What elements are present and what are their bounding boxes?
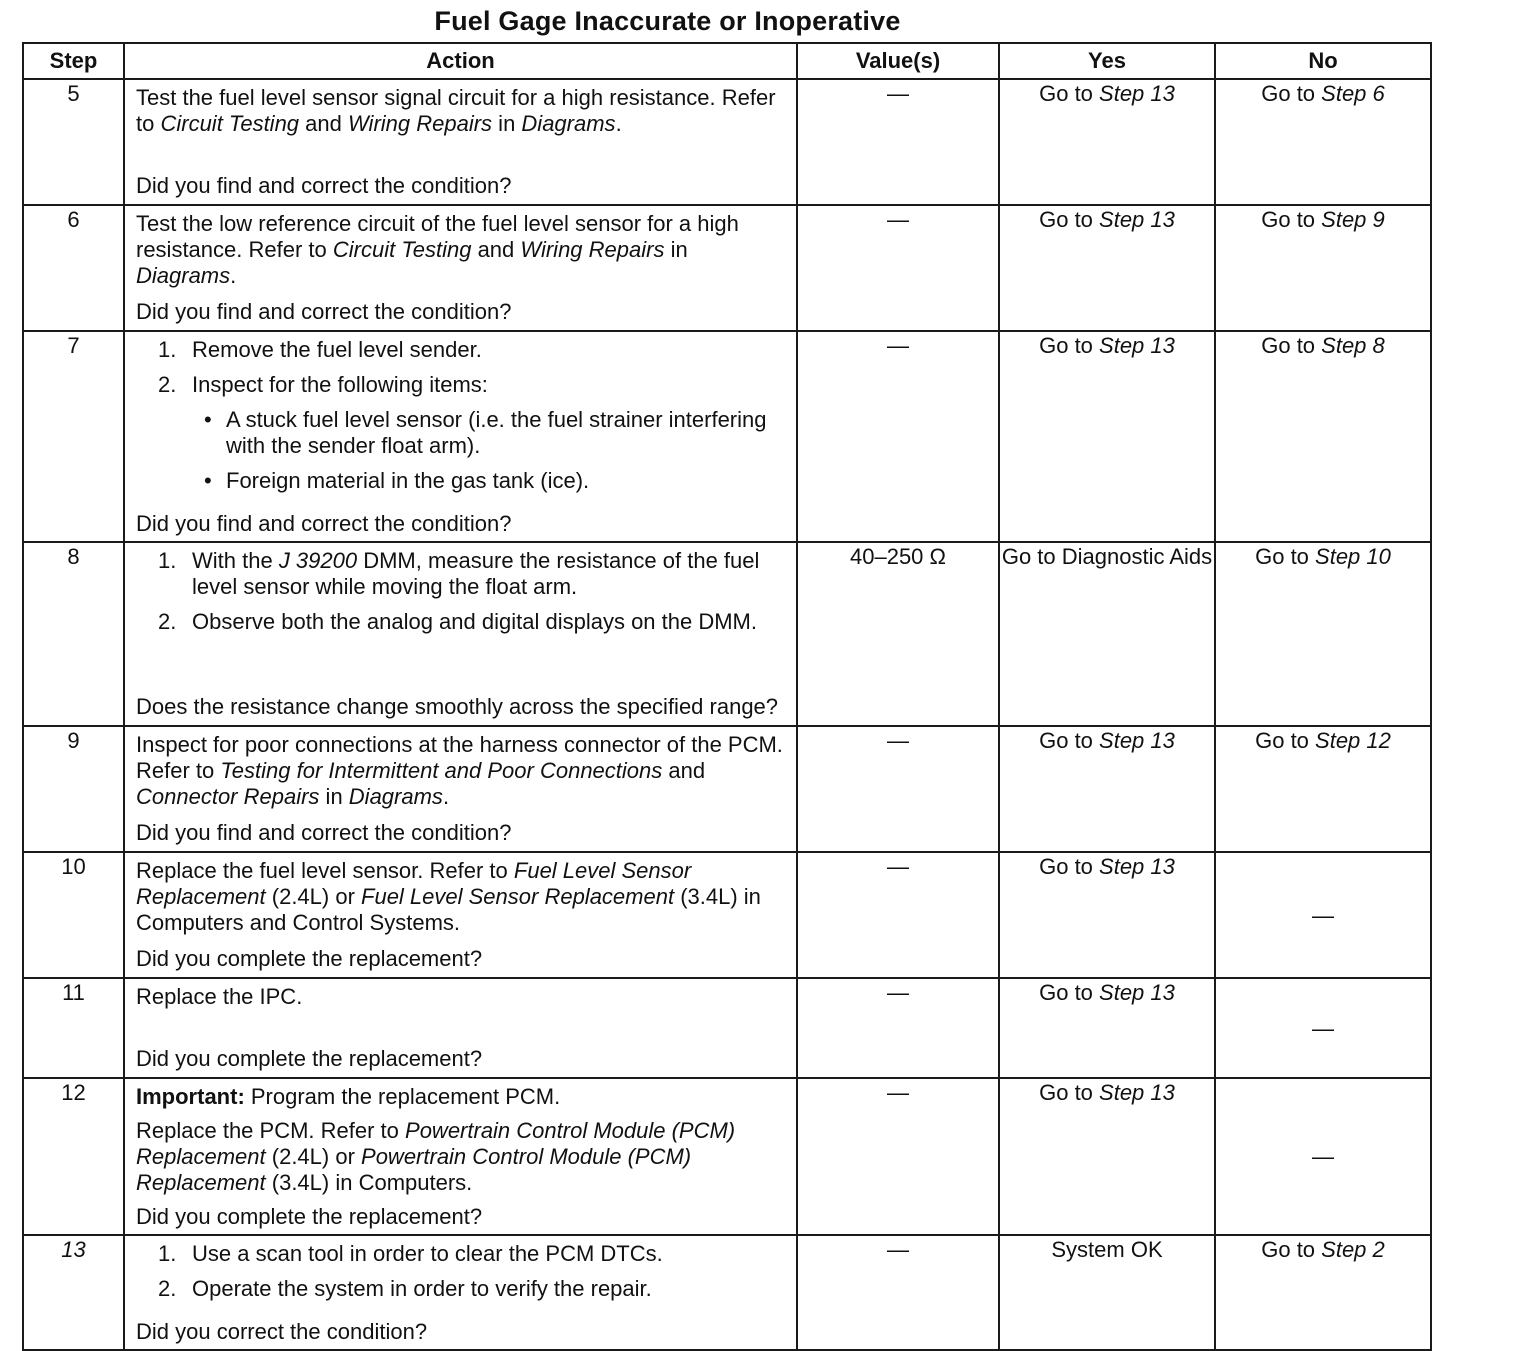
- bullet-icon: •: [204, 468, 212, 493]
- value-cell: —: [797, 205, 999, 331]
- action-cell: [124, 978, 797, 1078]
- text-run: Operate the system in order to verify the repair.: [192, 1276, 652, 1301]
- value-cell: —: [797, 852, 999, 978]
- table-row: [23, 726, 1431, 852]
- numbered-list: [136, 548, 788, 635]
- text-run: .: [230, 263, 237, 288]
- text-run: Observe both the analog and digital displays on the DMM.: [192, 609, 757, 634]
- italic-text: Wiring Repairs: [347, 111, 493, 136]
- table-row: [23, 79, 1431, 205]
- action-text: [136, 1118, 788, 1196]
- action-text: [136, 858, 788, 936]
- action-content: [136, 337, 788, 537]
- action-text: [136, 85, 788, 137]
- list-number: 1.: [158, 548, 177, 573]
- list-item: [136, 609, 788, 635]
- text-run: DMM, measure the resistance of the fuel level sensor while moving the float arm.: [192, 548, 760, 599]
- action-body: [136, 858, 788, 936]
- text-run: Program the replacement PCM.: [244, 1084, 561, 1109]
- italic-text: Step 9: [1321, 207, 1385, 232]
- text-run: Test the low reference circuit of the fuel level sensor for a high resistance. Refer to: [136, 211, 739, 262]
- action-body: [136, 1084, 788, 1196]
- text-run: Go to: [1039, 728, 1100, 753]
- numbered-list: [136, 1241, 788, 1302]
- text-run: Inspect for poor connections at the harness connector of the PCM. Refer to: [136, 732, 783, 783]
- important-note: [136, 1084, 788, 1110]
- text-run: (2.4L) or: [265, 884, 362, 909]
- text-run: Replace the IPC.: [136, 984, 303, 1009]
- text-run: —: [1312, 1015, 1334, 1041]
- list-item: [136, 1241, 788, 1267]
- text-run: Go to: [1039, 854, 1100, 879]
- text-run: —: [1312, 902, 1334, 928]
- list-text: [192, 548, 759, 599]
- no-cell: [1215, 542, 1431, 726]
- no-cell: [1215, 1078, 1431, 1235]
- yes-cell: [999, 1078, 1215, 1235]
- action-body: [136, 732, 788, 810]
- italic-text: Circuit Testing: [160, 111, 300, 136]
- no-cell: [1215, 331, 1431, 542]
- step-number: 6: [23, 205, 124, 331]
- bullet-list: [192, 407, 788, 494]
- table-row: [23, 1235, 1431, 1350]
- no-cell: [1215, 205, 1431, 331]
- bold-text: Important:: [136, 1084, 245, 1109]
- text-run: Inspect for the following items:: [192, 372, 488, 397]
- yes-cell: [999, 852, 1215, 978]
- action-question: Does the resistance change smoothly across the specified range?: [136, 694, 779, 719]
- text-run: With the: [192, 548, 279, 573]
- yes-cell: [999, 79, 1215, 205]
- no-cell: [1215, 726, 1431, 852]
- header-step: Step: [23, 43, 124, 79]
- yes-cell: [999, 331, 1215, 542]
- italic-text: Testing for Intermittent and Poor Connections: [220, 758, 663, 783]
- header-yes: Yes: [999, 43, 1215, 79]
- italic-text: Powertrain Control Module (PCM) Replacement: [136, 1144, 692, 1195]
- header-value: Value(s): [797, 43, 999, 79]
- text-run: Test the fuel level sensor signal circuit for a high resistance. Refer to: [136, 85, 776, 136]
- value-cell: —: [797, 726, 999, 852]
- text-run: (3.4L) in Computers.: [265, 1170, 473, 1195]
- italic-text: Step 13: [1099, 333, 1175, 358]
- no-cell: [1215, 978, 1431, 1078]
- italic-text: Step 6: [1321, 81, 1385, 106]
- value-cell: —: [797, 1235, 999, 1350]
- text-run: Go to: [1039, 81, 1100, 106]
- header-action: Action: [124, 43, 797, 79]
- list-text: [192, 609, 757, 634]
- numbered-list: [136, 337, 788, 494]
- action-content: [136, 548, 788, 720]
- action-body: [136, 984, 788, 1010]
- text-run: (2.4L) or: [265, 1144, 362, 1169]
- text-run: Go to: [1255, 728, 1316, 753]
- text-run: Use a scan tool in order to clear the PCM DTCs.: [192, 1241, 663, 1266]
- list-text: [192, 1241, 663, 1266]
- action-question: Did you find and correct the condition?: [136, 820, 512, 845]
- text-run: .: [615, 111, 622, 136]
- action-cell: [124, 205, 797, 331]
- italic-text: Step 13: [1099, 854, 1175, 879]
- step-number: 7: [23, 331, 124, 542]
- action-question: Did you find and correct the condition?: [136, 511, 512, 536]
- no-cell: [1215, 1235, 1431, 1350]
- value-cell: —: [797, 331, 999, 542]
- action-text: [136, 732, 788, 810]
- italic-text: Step 13: [1099, 1080, 1175, 1105]
- list-number: 2.: [158, 609, 177, 634]
- text-run: and: [662, 758, 706, 783]
- italic-text: Step 13: [1099, 980, 1175, 1005]
- yes-cell: [999, 205, 1215, 331]
- text-run: Go to: [1039, 980, 1100, 1005]
- text-run: (3.4L) in Computers and Control Systems.: [136, 884, 761, 935]
- action-question: Did you find and correct the condition?: [136, 299, 512, 324]
- table-row: [23, 331, 1431, 542]
- text-run: Replace the PCM. Refer to: [136, 1118, 406, 1143]
- action-text: [136, 984, 788, 1010]
- text-run: Go to Diagnostic Aids: [1001, 544, 1213, 569]
- action-cell: [124, 726, 797, 852]
- text-run: —: [1312, 1144, 1334, 1169]
- diagnostic-table: [22, 42, 1432, 1351]
- text-run: Remove the fuel level sender.: [192, 337, 482, 362]
- list-text: [192, 372, 488, 397]
- step-number: 9: [23, 726, 124, 852]
- page-title: Fuel Gage Inaccurate or Inoperative: [434, 6, 901, 36]
- italic-text: Circuit Testing: [332, 237, 472, 262]
- action-cell: [124, 1078, 797, 1235]
- text-run: .: [442, 784, 450, 809]
- table-row: [23, 205, 1431, 331]
- text-run: System OK: [1051, 1237, 1163, 1262]
- text-run: Replace the fuel level sensor. Refer to: [136, 858, 514, 883]
- no-cell: [1215, 852, 1431, 978]
- step-number: 10: [23, 852, 124, 978]
- table-row: [23, 542, 1431, 726]
- text-run: Go to: [1039, 333, 1100, 358]
- action-cell: [124, 852, 797, 978]
- italic-text: Step 13: [1099, 81, 1175, 106]
- italic-text: Wiring Repairs: [520, 237, 665, 262]
- text-run: and: [471, 237, 521, 262]
- step-number: 12: [23, 1078, 124, 1235]
- action-question: Did you complete the replacement?: [136, 1046, 483, 1071]
- italic-text: Connector Repairs: [136, 784, 320, 809]
- italic-text: Diagrams: [136, 263, 231, 288]
- bullet-item: [192, 468, 788, 494]
- table-row: [23, 852, 1431, 978]
- italic-text: Diagrams: [348, 784, 443, 809]
- yes-cell: [999, 978, 1215, 1078]
- italic-text: Step 13: [1099, 728, 1175, 753]
- italic-text: Step 2: [1321, 1237, 1385, 1262]
- list-item: [136, 548, 788, 600]
- list-number: 1.: [158, 1241, 177, 1266]
- text-run: Go to: [1039, 207, 1100, 232]
- list-item: [136, 1276, 788, 1302]
- italic-text: Powertrain Control Module (PCM) Replacement: [136, 1118, 736, 1169]
- italic-text: J 39200: [278, 548, 358, 573]
- text-run: Go to: [1261, 1237, 1322, 1262]
- action-question: Did you complete the replacement?: [136, 1204, 483, 1229]
- italic-text: Step 8: [1321, 333, 1385, 358]
- action-body: [136, 548, 788, 644]
- text-run: in: [664, 237, 688, 262]
- text-run: Go to: [1261, 81, 1322, 106]
- action-cell: [124, 542, 797, 726]
- action-question: Did you complete the replacement?: [136, 946, 483, 971]
- action-content: [136, 732, 788, 846]
- action-content: [136, 1241, 788, 1345]
- list-number: 2.: [158, 372, 177, 397]
- action-content: [136, 858, 788, 972]
- action-body: [136, 337, 788, 503]
- italic-text: Fuel Level Sensor Replacement: [361, 884, 675, 909]
- action-content: [136, 211, 788, 325]
- value-cell: 40–250 Ω: [797, 542, 999, 726]
- action-content: [136, 1084, 788, 1230]
- list-item: [136, 372, 788, 494]
- list-text: [192, 1276, 652, 1301]
- text-run: Go to: [1255, 544, 1316, 569]
- no-cell: [1215, 79, 1431, 205]
- yes-cell: [999, 542, 1215, 726]
- italic-text: Step 10: [1315, 544, 1391, 569]
- table-row: [23, 978, 1431, 1078]
- bullet-text: Foreign material in the gas tank (ice).: [226, 468, 590, 493]
- action-body: [136, 1241, 788, 1311]
- step-number: 11: [23, 978, 124, 1078]
- action-cell: [124, 331, 797, 542]
- step-number: 8: [23, 542, 124, 726]
- italic-text: Step 12: [1315, 728, 1391, 753]
- text-run: and: [299, 111, 348, 136]
- text-run: Go to: [1261, 333, 1322, 358]
- action-question: Did you find and correct the condition?: [136, 173, 512, 198]
- yes-cell: [999, 726, 1215, 852]
- table-row: [23, 1078, 1431, 1235]
- value-cell: —: [797, 79, 999, 205]
- bullet-text: A stuck fuel level sensor (i.e. the fuel strainer interfering with the sender float arm).: [226, 407, 767, 458]
- header-no: No: [1215, 43, 1431, 79]
- text-run: in: [319, 784, 349, 809]
- action-content: [136, 85, 788, 199]
- text-run: in: [492, 111, 522, 136]
- bullet-icon: •: [204, 407, 212, 432]
- list-number: 1.: [158, 337, 177, 362]
- table-body: [23, 79, 1431, 1350]
- step-number: 13: [23, 1235, 124, 1350]
- action-question: Did you correct the condition?: [136, 1319, 428, 1344]
- step-number: 5: [23, 79, 124, 205]
- action-cell: [124, 79, 797, 205]
- list-number: 2.: [158, 1276, 177, 1301]
- action-body: [136, 211, 788, 289]
- italic-text: Step 13: [1099, 207, 1175, 232]
- value-cell: —: [797, 978, 999, 1078]
- action-body: [136, 85, 788, 137]
- action-cell: [124, 1235, 797, 1350]
- yes-cell: [999, 1235, 1215, 1350]
- list-text: [192, 337, 482, 362]
- italic-text: Diagrams: [521, 111, 616, 136]
- action-content: [136, 984, 788, 1072]
- text-run: Go to: [1039, 1080, 1100, 1105]
- header-row: [23, 43, 1431, 79]
- list-item: [136, 337, 788, 363]
- text-run: Go to: [1261, 207, 1322, 232]
- action-text: [136, 211, 788, 289]
- italic-text: Fuel Level Sensor Replacement: [136, 858, 692, 909]
- bullet-item: [192, 407, 788, 459]
- value-cell: —: [797, 1078, 999, 1235]
